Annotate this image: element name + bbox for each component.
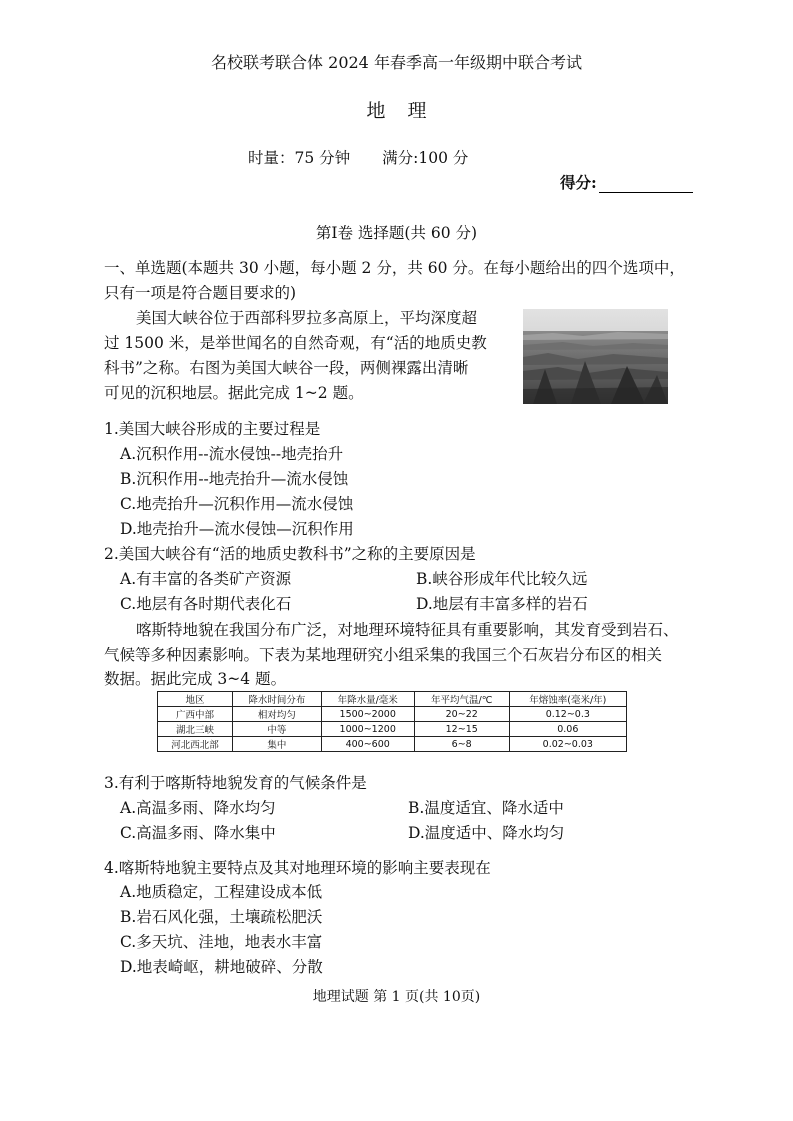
table-header-row xyxy=(158,692,627,707)
q1-option-d: D.地壳抬升—流水侵蚀—沉积作用 xyxy=(120,520,354,538)
table-cell: 400~600 xyxy=(321,737,414,752)
table-cell: 相对均匀 xyxy=(233,707,322,722)
table-header-cell: 年平均气温/℃ xyxy=(414,692,509,707)
table-header-cell: 年熔蚀率(毫米/年) xyxy=(509,692,626,707)
full-score: 满分:100 分 xyxy=(382,149,469,167)
score-field xyxy=(560,171,693,193)
passage2-line: 气候等多种因素影响。下表为某地理研究小组采集的我国三个石灰岩分布区的相关 xyxy=(104,646,663,664)
question-3-stem: 3.有利于喀斯特地貌发育的气候条件是 xyxy=(104,774,367,792)
passage1-line: 科书”之称。右图为美国大峡谷一段，两侧裸露出清晰 xyxy=(104,359,469,377)
q1-option-b: B.沉积作用--地壳抬升—流水侵蚀 xyxy=(120,470,349,488)
q3-option-a: A.高温多雨、降水均匀 xyxy=(120,799,276,817)
score-label: 得分: xyxy=(560,173,597,192)
passage2-line: 数据。据此完成 3~4 题。 xyxy=(104,670,287,688)
table-row xyxy=(158,707,627,722)
passage2-line: 喀斯特地貌在我国分布广泛，对地理环境特征具有重要影响，其发育受到岩石、 xyxy=(136,621,679,639)
passage1-line: 过 1500 米，是举世闻名的自然奇观，有“活的地质史教 xyxy=(104,334,487,352)
exam-meta xyxy=(248,146,468,168)
q2-option-b: B.峡谷形成年代比较久远 xyxy=(416,570,588,588)
q3-option-c: C.高温多雨、降水集中 xyxy=(120,824,276,842)
table-header-cell: 年降水量/毫米 xyxy=(321,692,414,707)
passage1-line: 美国大峡谷位于西部科罗拉多高原上，平均深度超 xyxy=(136,309,478,327)
table-cell: 中等 xyxy=(233,722,322,737)
part-title: 第Ⅰ卷 选择题(共 60 分) xyxy=(315,224,478,242)
table-header-cell: 地区 xyxy=(158,692,233,707)
page-footer: 地理试题 第 1 页(共 10页) xyxy=(312,989,481,1005)
q3-option-d: D.温度适中、降水均匀 xyxy=(408,824,565,842)
q2-option-a: A.有丰富的各类矿产资源 xyxy=(120,570,292,588)
question-1-stem: 1.美国大峡谷形成的主要过程是 xyxy=(104,420,321,438)
score-blank xyxy=(599,176,693,193)
table-cell: 0.06 xyxy=(509,722,626,737)
table-cell: 1500~2000 xyxy=(321,707,414,722)
table-header-cell: 降水时间分布 xyxy=(233,692,322,707)
question-4-stem: 4.喀斯特地貌主要特点及其对地理环境的影响主要表现在 xyxy=(104,859,491,877)
table-cell: 0.12~0.3 xyxy=(509,707,626,722)
karst-data-table xyxy=(157,691,627,752)
q1-option-c: C.地壳抬升—沉积作用—流水侵蚀 xyxy=(120,495,354,513)
table-cell: 广西中部 xyxy=(158,707,233,722)
q1-option-a: A.沉积作用--流水侵蚀--地壳抬升 xyxy=(120,445,344,463)
q4-option-a: A.地质稳定，工程建设成本低 xyxy=(120,883,323,901)
q2-option-d: D.地层有丰富多样的岩石 xyxy=(416,595,588,613)
grand-canyon-photo xyxy=(523,309,668,404)
section-instructions-line1: 一、单选题(本题共 30 小题，每小题 2 分，共 60 分。在每小题给出的四个选项中， xyxy=(104,259,685,277)
table-row xyxy=(158,722,627,737)
exam-title: 名校联考联合体 2024 年春季高一年级期中联合考试 xyxy=(211,53,582,72)
table-cell: 集中 xyxy=(233,737,322,752)
table-cell: 河北西北部 xyxy=(158,737,233,752)
q4-option-b: B.岩石风化强，土壤疏松肥沃 xyxy=(120,908,323,926)
passage1-line: 可见的沉积地层。据此完成 1~2 题。 xyxy=(104,384,364,402)
q3-option-b: B.温度适宜、降水适中 xyxy=(408,799,564,817)
subject-title: 地理 xyxy=(366,100,449,122)
q4-option-d: D.地表崎岖，耕地破碎、分散 xyxy=(120,958,323,976)
time-limit: 时量：75 分钟 xyxy=(248,149,351,167)
table-cell: 0.02~0.03 xyxy=(509,737,626,752)
table-cell: 1000~1200 xyxy=(321,722,414,737)
question-2-stem: 2.美国大峡谷有“活的地质史教科书”之称的主要原因是 xyxy=(104,545,476,563)
q2-option-c: C.地层有各时期代表化石 xyxy=(120,595,292,613)
grand-canyon-image xyxy=(523,309,668,404)
q4-option-c: C.多天坑、洼地，地表水丰富 xyxy=(120,933,323,951)
table-row xyxy=(158,737,627,752)
table-cell: 20~22 xyxy=(414,707,509,722)
table-cell: 湖北三峡 xyxy=(158,722,233,737)
table-cell: 6~8 xyxy=(414,737,509,752)
section-instructions-line2: 只有一项是符合题目要求的) xyxy=(104,284,297,302)
table-cell: 12~15 xyxy=(414,722,509,737)
